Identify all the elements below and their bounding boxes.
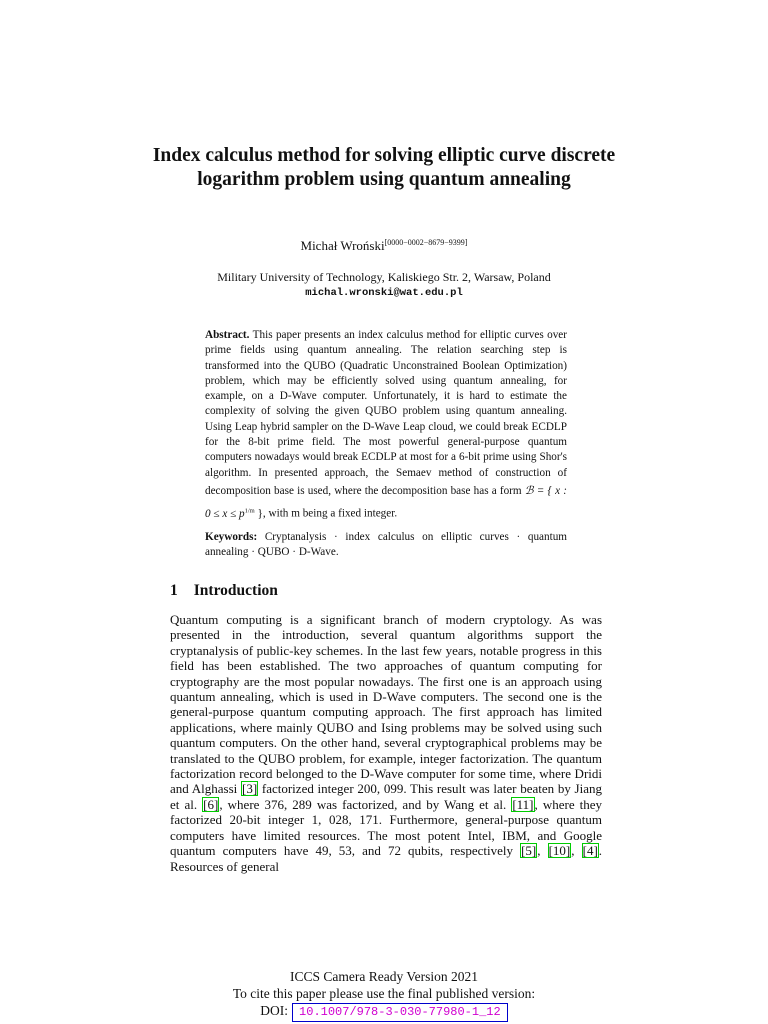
abstract-text: This paper presents an index calculus method for elliptic curves over prime fields using quantum annealing. The relation searching step is transformed into the QUBO (Quadratic Unconstrained Boolean Optimization) problem, which may be efficiently solved using quantum annealing, for example, on a D-Wave computer. Unfortunately, it is hard to estimate the complexity of solving the given QUBO problem using quantum annealing. Using Leap hybrid sampler on the D-Wave Leap cloud, we could break ECDLP for the 8-bit prime field. The most powerful general-purpose quantum computers nowadays would break ECDLP at most for a 6-bit prime using Shor's algorithm. In presented approach, the Semaev method of construction of decomposition base is used, where the decomposition base has a form — [205, 329, 567, 497]
abstract-tail: , with m being a fixed integer. — [262, 507, 398, 520]
doi-link[interactable]: 10.1007/978-3-030-77980-1_12 — [292, 1003, 508, 1022]
intro-part-4: , where they factorized 20-bit integer 1, 028, 171. Furthermore, general-purpose quantum computers have limited resources. The most potent Intel, IBM, and Google quantum computers have 49, 53, and 72 qubits, respectively — [170, 796, 603, 859]
footer-cite-note: To cite this paper please use the final published version: — [232, 986, 536, 1001]
section-title: Introduction — [193, 582, 278, 599]
intro-part-1: Quantum computing is a significant branch of modern cryptology. As was presented in the introduction, several quantum algorithms support the cryptanalysis of public-key schemes. In the last few years, notable progress in this field has been established. The two approaches of quantum computing for cryptography are the most popular nowadays. The first one is an approach using quantum annealing, which is used in D-Wave computers. The second one is the general-purpose quantum computing approach. The first approach has limited applications, where mainly QUBO and Ising problems may be solved using such quantum computers. On the other hand, several cryptographical problems may be translated to the QUBO problem, for example, integer factorization. The quantum factorization record belonged to the D-Wave computer for some time, where Dridi and Alghassi — [170, 612, 602, 797]
affiliation — [0, 269, 768, 301]
keywords-label: Keywords: — [205, 531, 258, 543]
paper-title: Index calculus method for solving elliptic curve discrete logarithm problem using quantum annealing — [152, 145, 616, 190]
abstract — [205, 328, 567, 524]
keywords-text: Cryptanalysis · index calculus on elliptic curves · quantum annealing · QUBO · D-Wave. — [205, 531, 568, 559]
citation-6[interactable]: [6] — [203, 796, 219, 812]
footer-doi-line — [0, 1002, 768, 1022]
intro-part-2: factorized integer 200, 099. This result was later beaten by Jiang et al. — [170, 781, 602, 812]
author-name: Michał Wroński — [300, 238, 385, 253]
formula-end: } — [254, 507, 263, 520]
formula-main: ℬ = { x : 0 ≤ x ≤ p — [205, 484, 567, 520]
section-heading — [170, 582, 278, 600]
citation-4[interactable]: [4] — [582, 843, 598, 859]
citation-10[interactable]: [10] — [548, 843, 571, 859]
citation-11[interactable]: [11] — [512, 796, 534, 812]
abstract-label: Abstract. — [205, 329, 250, 341]
doi-label: DOI: — [260, 1003, 289, 1018]
camera-ready-footer — [0, 968, 768, 1022]
intro-part-3: , where 376, 289 was factorized, and by Wang et al. — [219, 796, 507, 812]
intro-part-5: . Resources of general — [170, 843, 603, 874]
keywords — [205, 530, 567, 561]
formula-exponent: 1/m — [244, 506, 255, 514]
citation-5[interactable]: [5] — [521, 843, 537, 859]
footer-version: ICCS Camera Ready Version 2021 — [290, 969, 478, 984]
intro-paragraph: Quantum computing is a significant branch of modern cryptology. As was presented in the introduction, several quantum algorithms support the cryptanalysis of public-key schemes. In the last few years, notable progress in this field has been established. The two approaches of quantum computing for cryptography are the most popular nowadays. The first one is an approach using quantum annealing, which is used in D-Wave computers. The second one is the general-purpose quantum computing approach. The first approach has limited applications, where mainly QUBO and Ising problems may be solved using such quantum computers. On the other hand, several cryptographical problems may be translated to the QUBO problem, for example, integer factorization. The quantum factorization record belonged to the D-Wave computer for some time, where Dridi and Alghassi [3] factorized integer 200, 099. This result was later beaten by Jiang et al. [6], where 376, 289 was factorized, and by Wang et al. [11], where they factorized 20-bit integer 1, 028, 171. Furthermore, general-purpose quantum computers have limited resources. The most potent Intel, IBM, and Google quantum computers have 49, 53, and 72 qubits, respectively [5], [10], [4]. Resources of general — [170, 612, 603, 874]
email-link[interactable]: michal.wronski@wat.edu.pl — [305, 287, 463, 299]
institution: Military University of Technology, Kaliskiego Str. 2, Warsaw, Poland — [217, 270, 551, 284]
section-number: 1 — [170, 582, 178, 599]
citation-3[interactable]: [3] — [241, 781, 258, 797]
author-orcid: [0000−0002−8679−9399] — [384, 238, 468, 247]
author-line — [0, 238, 768, 254]
